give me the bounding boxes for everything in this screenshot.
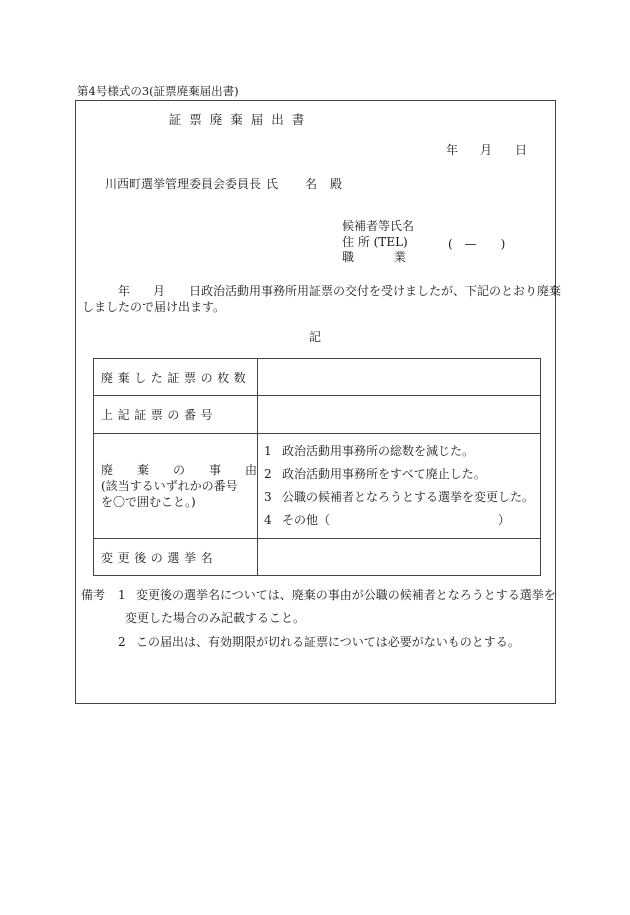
addressee-org: 川西町選挙管理委員会委員長: [105, 177, 262, 191]
ki-heading: 記: [308, 330, 321, 344]
note-2-text: この届出は、有効期限が切れる証票については必要がないものとする。: [136, 635, 520, 649]
candidate-occupation-label: 職 業: [342, 250, 406, 264]
note-1-number: 1: [118, 588, 126, 602]
candidate-name-label: 候補者等氏名: [342, 219, 415, 233]
reason-option-3[interactable]: 3 公職の候補者となろうとする選挙を変更した。: [264, 490, 535, 504]
body-year: 年: [118, 284, 131, 298]
body-line2: しましたので届け出ます。: [82, 300, 226, 314]
details-table: [93, 358, 541, 576]
reason-note-2: を〇で囲むこと。): [101, 495, 196, 509]
note-1-line-1: 変更後の選挙名については、廃棄の事由が公職の候補者となろうとする選挙を: [136, 588, 556, 602]
body-month: 月: [153, 284, 166, 298]
date-month: 月: [480, 143, 493, 157]
date-year: 年: [446, 143, 459, 157]
body-line1: 日政治活動用事務所用証票の交付を受けましたが、下記のとおり廃棄: [189, 284, 562, 298]
note-2-number: 2: [118, 635, 126, 649]
addressee-name-1: 氏: [266, 177, 279, 191]
new-election-field[interactable]: [258, 539, 541, 576]
table-row: [94, 359, 541, 396]
numbers-field[interactable]: [258, 396, 541, 434]
tel-format: ( — ): [448, 237, 506, 251]
form-number-label: 第4号様式の3(証票廃棄届出書): [77, 84, 239, 98]
addressee-name-2: 名: [305, 177, 318, 191]
row-label-reason: 廃 棄 の 事 由: [101, 463, 258, 477]
table-row: [94, 434, 541, 539]
addressee-honorific: 殿: [330, 177, 343, 191]
reason-note-1: (該当するいずれかの番号: [101, 479, 238, 493]
row-label-numbers: 上記証票の番号: [101, 408, 218, 422]
row-label-new-election: 変更後の選挙名: [101, 550, 218, 565]
note-1-line-2: 変更した場合のみ記載すること。: [125, 611, 306, 625]
table-row: [94, 396, 541, 434]
document-title: 証票廃棄届出書: [168, 112, 313, 127]
reason-option-1[interactable]: 1 政治活動用事務所の総数を減じた。: [264, 444, 475, 458]
table-row: [94, 539, 541, 576]
candidate-address-label: 住 所 (TEL): [342, 235, 408, 249]
reason-option-4[interactable]: 4 その他（ ）: [264, 513, 511, 527]
reason-list: [258, 434, 540, 538]
date-day: 日: [515, 143, 528, 157]
notes-heading: 備考: [81, 588, 106, 602]
reason-option-2[interactable]: 2 政治活動用事務所をすべて廃止した。: [264, 467, 486, 481]
count-field[interactable]: [258, 359, 541, 396]
row-label-count: 廃棄した証票の枚数: [101, 370, 251, 385]
